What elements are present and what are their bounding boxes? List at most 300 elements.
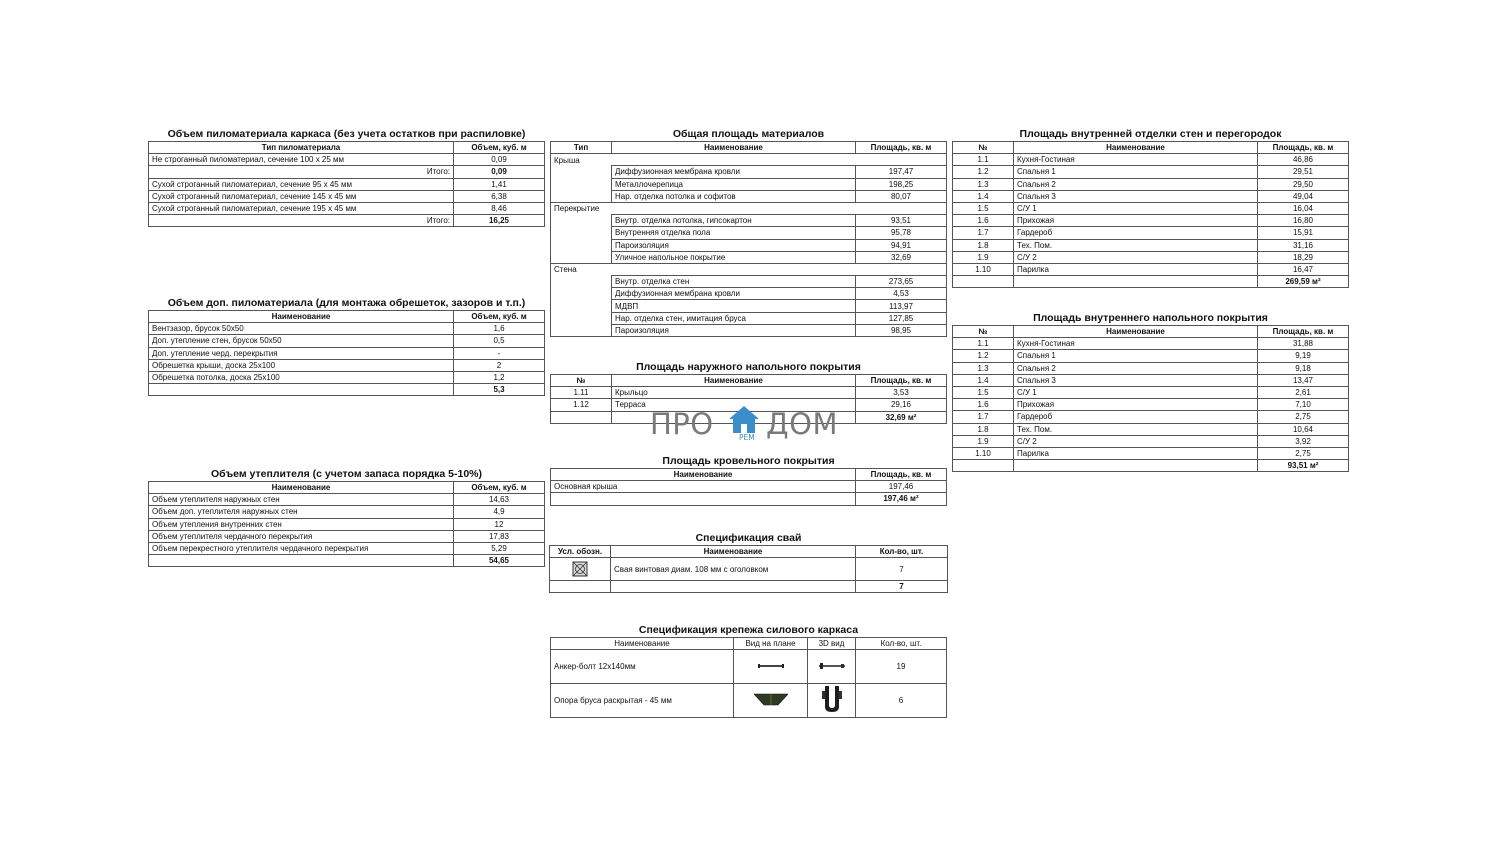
blank-cell [551,251,612,263]
table-row [953,374,1349,386]
table-row [149,530,545,542]
total-label: Итого: [149,166,454,178]
cell-number: 1.8 [953,423,1014,435]
table-header-row [953,142,1349,154]
table-row [551,300,947,312]
indoor-floor-section [952,312,1349,472]
blank-cell [551,324,612,336]
cell-value: 93,51 [856,215,947,227]
column-header: Объем, куб. м [454,142,545,154]
table-header-row [953,326,1349,338]
total-row [149,215,545,227]
cell-name: Парилка [1014,263,1258,275]
cell-value: 9,18 [1258,362,1349,374]
column-header: Объем, куб. м [454,482,545,494]
column-header: № [551,375,612,387]
cell-name: Объем утепления внутренних стен [149,518,454,530]
insulation-section [148,468,545,567]
total-row [550,581,948,593]
cell-value: 3,92 [1258,435,1349,447]
blank-cell [551,166,612,178]
cell-number: 1.3 [953,362,1014,374]
cell-number: 1.2 [953,350,1014,362]
table-row [551,276,947,288]
blank-cell [1014,276,1258,288]
piles-section [549,532,948,593]
cell-name: Обрешетка потолка, доска 25х100 [149,371,454,383]
table-row [953,362,1349,374]
table-row [149,506,545,518]
cell-name: Свая винтовая диам. 108 мм с оголовком [611,558,856,581]
cell-name: Доп. утепление стен, брусок 50х50 [149,335,454,347]
cell-value: 16,04 [1258,202,1349,214]
table-row [551,166,947,178]
cell-value: 4,9 [454,506,545,518]
house-icon [728,405,760,435]
cell-value: 95,78 [856,227,947,239]
cell-value: 0,5 [454,335,545,347]
table-row [953,423,1349,435]
cell-name: Сухой строганный пиломатериал, сечение 95 х 45 мм [149,178,454,190]
blank-cell [551,493,856,505]
table-row [953,202,1349,214]
blank-cell [1014,460,1258,472]
blank-cell [551,288,612,300]
materials-title: Общая площадь материалов [672,128,825,140]
total-label [149,384,454,396]
blank-cell [612,263,856,275]
cell-value: - [454,347,545,359]
total-value: 197,46 м² [856,493,947,505]
column-header: Площадь, кв. м [856,375,947,387]
cell-number: 1.10 [953,263,1014,275]
cell-name: Кухня-Гостиная [1014,154,1258,166]
cell-number: 1.6 [953,399,1014,411]
cell-number: 1.1 [953,154,1014,166]
cell-value: 7 [856,558,948,581]
column-header: Площадь, кв. м [1258,142,1349,154]
column-header: Объем, куб. м [454,311,545,323]
column-header: Наименование [149,311,454,323]
cell-number: 1.9 [953,435,1014,447]
cell-value: 17,83 [454,530,545,542]
column-header: Наименование [611,546,856,558]
blank-cell [551,276,612,288]
group-type: Крыша [551,154,612,166]
cell-name: Внутренняя отделка пола [612,227,856,239]
group-row [551,202,947,214]
cell-name: Спальня 3 [1014,190,1258,202]
blank-cell [953,460,1014,472]
cell-name: Уличное напольное покрытие [612,251,856,263]
cell-value: 29,51 [1258,166,1349,178]
table-row [551,650,947,684]
total-row [149,384,545,396]
column-header: Кол-во, шт. [856,546,948,558]
cell-value: 49,04 [1258,190,1349,202]
cell-name: Нар. отделка потолка и софитов [612,190,856,202]
cell-name: Опора бруса раскрытая - 45 мм [551,684,734,718]
column-header: Площадь, кв. м [856,142,947,154]
cell-name: Спальня 1 [1014,166,1258,178]
cell-value: 1,2 [454,371,545,383]
cell-value: 9,19 [1258,350,1349,362]
table-row [149,323,545,335]
lumber-frame-title: Объем пиломатериала каркаса (без учета остатков при распиловке) [167,128,526,140]
cell-value: 80,07 [856,190,947,202]
group-type: Перекрытие [551,202,612,214]
cell-value: 46,86 [1258,154,1349,166]
cell-name: Сухой строганный пиломатериал, сечение 195 х 45 мм [149,202,454,214]
column-header: Наименование [551,638,734,650]
table-header-row [149,482,545,494]
wall-finish-title: Площадь внутренней отделки стен и перегородок [1019,128,1282,140]
cell-name: Пароизоляция [612,239,856,251]
pile-symbol-icon [572,561,588,577]
table-row [953,386,1349,398]
cell-name: Объем перекрестного утеплителя чердачного перекрытия [149,542,454,554]
insulation-table [148,481,545,567]
anchor-bolt-plan-icon [758,663,784,669]
cell-value: 31,88 [1258,338,1349,350]
cell-number: 1.8 [953,239,1014,251]
cell-name: С/У 1 [1014,202,1258,214]
table-row [149,202,545,214]
blank-cell [612,202,856,214]
logo-text-left: ПРО [650,407,714,441]
cell-name: Доп. утепление черд. перекрытия [149,347,454,359]
cell-name: Спальня 2 [1014,362,1258,374]
table-header-row [551,638,947,650]
table-header-row [551,142,947,154]
cell-name: Сухой строганный пиломатериал, сечение 145 х 45 мм [149,190,454,202]
column-header: Наименование [612,142,856,154]
table-row [551,178,947,190]
fasteners-title: Спецификация крепежа силового каркаса [638,624,859,636]
table-row [551,481,947,493]
table-row [551,190,947,202]
cell-value: 31,16 [1258,239,1349,251]
blank-cell [856,154,947,166]
blank-cell [551,215,612,227]
table-row [551,324,947,336]
cell-number: 1.5 [953,386,1014,398]
cell-value: 12 [454,518,545,530]
total-value: 7 [856,581,948,593]
cell-name: Прихожая [1014,215,1258,227]
cell-value: 197,47 [856,166,947,178]
pile-symbol-cell [550,558,611,581]
cell-number: 1.4 [953,374,1014,386]
cell-value: 15,91 [1258,227,1349,239]
column-header: Усл. обозн. [550,546,611,558]
cell-name: Вентзазор, брусок 50х50 [149,323,454,335]
cell-name: Объем утеплителя чердачного перекрытия [149,530,454,542]
roofing-table [550,468,947,506]
cell-value: 6,38 [454,190,545,202]
lumber-frame-section [148,128,545,227]
cell-name: Парилка [1014,447,1258,459]
cell-value: 16,47 [1258,263,1349,275]
table-row [953,411,1349,423]
cell-name: Гардероб [1014,411,1258,423]
cell-name: С/У 1 [1014,386,1258,398]
cell-name: Прихожая [1014,399,1258,411]
column-header: 3D вид [808,638,856,650]
blank-cell [550,581,611,593]
cell-name: Пароизоляция [612,324,856,336]
table-row [551,227,947,239]
cell-name: Не строганный пиломатериал, сечение 100 х 25 мм [149,154,454,166]
company-logo [648,403,850,445]
cell-value: 4,53 [856,288,947,300]
piles-title: Спецификация свай [695,532,802,544]
total-value: 32,69 м² [856,411,947,423]
cell-value: 0,09 [454,154,545,166]
table-row [149,335,545,347]
table-row [551,684,947,718]
table-row [953,215,1349,227]
column-header: Наименование [612,375,856,387]
blank-cell [612,154,856,166]
cell-name: Основная крыша [551,481,856,493]
cell-number: 1.7 [953,411,1014,423]
cell-value: 1,41 [454,178,545,190]
cell-number: 1.1 [953,338,1014,350]
fasteners-table [550,637,947,718]
cell-value: 10,64 [1258,423,1349,435]
cell-number: 1.7 [953,227,1014,239]
cell-number: 1.2 [953,166,1014,178]
column-header: Наименование [551,469,856,481]
3d-view-cell [808,650,856,684]
total-label [149,555,454,567]
table-row [953,435,1349,447]
total-row [953,460,1349,472]
total-label: Итого: [149,215,454,227]
total-value: 54,65 [454,555,545,567]
plan-view-cell [734,650,808,684]
total-row [953,276,1349,288]
table-row [551,215,947,227]
blank-cell [953,276,1014,288]
cell-name: Объем утеплителя наружных стен [149,494,454,506]
cell-number: 1.11 [551,387,612,399]
column-header: Площадь, кв. м [1258,326,1349,338]
table-row [550,558,948,581]
cell-value: 273,65 [856,276,947,288]
column-header: Тип пиломатериала [149,142,454,154]
cell-value: 2,75 [1258,411,1349,423]
total-value: 269,59 м² [1258,276,1349,288]
table-row [953,178,1349,190]
table-header-row [149,311,545,323]
table-row [149,359,545,371]
column-header: № [953,326,1014,338]
total-value: 0,09 [454,166,545,178]
column-header: Наименование [1014,326,1258,338]
group-type: Стена [551,263,612,275]
total-value: 5,3 [454,384,545,396]
cell-value: 98,95 [856,324,947,336]
cell-name: С/У 2 [1014,251,1258,263]
plan-view-cell [734,684,808,718]
cell-value: 94,91 [856,239,947,251]
cell-value: 13,47 [1258,374,1349,386]
lumber-frame-table [148,141,545,227]
cell-name: Металлочерепица [612,178,856,190]
cell-number: 1.12 [551,399,612,411]
table-row [953,251,1349,263]
blank-cell [551,312,612,324]
cell-value: 14,63 [454,494,545,506]
wall-finish-table [952,141,1349,288]
table-row [551,387,947,399]
cell-name: Объем доп. утеплителя наружных стен [149,506,454,518]
lumber-extra-title: Объем доп. пиломатериала (для монтажа обрешеток, зазоров и т.п.) [167,297,526,309]
total-row [551,493,947,505]
table-row [953,239,1349,251]
column-header: Тип [551,142,612,154]
cell-name: Спальня 3 [1014,374,1258,386]
group-row [551,154,947,166]
roofing-section [550,455,947,506]
blank-cell [551,239,612,251]
cell-number: 1.10 [953,447,1014,459]
blank-cell [611,581,856,593]
cell-value: 1,6 [454,323,545,335]
wall-finish-section [952,128,1349,288]
cell-name: Анкер-болт 12х140мм [551,650,734,684]
roofing-title: Площадь кровельного покрытия [662,455,835,467]
table-row [953,263,1349,275]
table-header-row [149,142,545,154]
column-header: № [953,142,1014,154]
table-row [551,251,947,263]
cell-name: Обрешетка крыши, доска 25х100 [149,359,454,371]
table-header-row [551,469,947,481]
blank-cell [551,178,612,190]
table-header-row [551,375,947,387]
cell-name: Терраса [612,399,856,411]
table-header-row [550,546,948,558]
materials-section [550,128,947,337]
cell-name: Диффузионная мембрана кровли [612,288,856,300]
cell-value: 2,75 [1258,447,1349,459]
cell-name: Спальня 1 [1014,350,1258,362]
cell-value: 5,29 [454,542,545,554]
blank-cell [551,227,612,239]
table-row [149,178,545,190]
cell-name: Внутр. отделка потолка, гипсокартон [612,215,856,227]
cell-name: Кухня-Гостиная [1014,338,1258,350]
table-row [551,288,947,300]
table-row [149,190,545,202]
cell-name: Диффузионная мембрана кровли [612,166,856,178]
total-row [149,555,545,567]
group-row [551,263,947,275]
cell-value: 3,53 [856,387,947,399]
table-row [551,312,947,324]
lumber-extra-table [148,310,545,396]
table-row [149,371,545,383]
cell-name: С/У 2 [1014,435,1258,447]
lumber-extra-section [148,297,545,396]
table-row [953,399,1349,411]
cell-name: Нар. отделка стен, имитация бруса [612,312,856,324]
cell-number: 1.5 [953,202,1014,214]
cell-value: 2,61 [1258,386,1349,398]
blank-cell [856,263,947,275]
cell-number: 1.4 [953,190,1014,202]
cell-value: 29,50 [1258,178,1349,190]
cell-number: 1.6 [953,215,1014,227]
cell-name: Тех. Пом. [1014,423,1258,435]
cell-value: 8,46 [454,202,545,214]
total-row [149,166,545,178]
table-row [149,154,545,166]
indoor-floor-title: Площадь внутреннего напольного покрытия [1033,312,1268,324]
column-header: Площадь, кв. м [856,469,947,481]
cell-number: 1.3 [953,178,1014,190]
cell-number: 1.9 [953,251,1014,263]
table-row [149,494,545,506]
cell-value: 6 [856,684,947,718]
3d-view-cell [808,684,856,718]
materials-table [550,141,947,337]
cell-name: Внутр. отделка стен [612,276,856,288]
blank-cell [551,190,612,202]
cell-name: Гардероб [1014,227,1258,239]
table-row [953,166,1349,178]
outdoor-floor-title: Площадь наружного напольного покрытия [636,361,861,373]
blank-cell [551,411,612,423]
blank-cell [551,300,612,312]
cell-name: Спальня 2 [1014,178,1258,190]
table-row [149,347,545,359]
cell-value: 19 [856,650,947,684]
column-header: Наименование [149,482,454,494]
total-value: 93,51 м² [1258,460,1349,472]
table-row [551,239,947,251]
cell-value: 18,29 [1258,251,1349,263]
table-row [953,350,1349,362]
cell-name: Тех. Пом. [1014,239,1258,251]
cell-value: 29,16 [856,399,947,411]
column-header: Наименование [1014,142,1258,154]
cell-value: 113,97 [856,300,947,312]
table-row [953,154,1349,166]
table-row [149,542,545,554]
piles-table [549,545,948,593]
table-row [953,190,1349,202]
total-value: 16,25 [454,215,545,227]
cell-value: 198,25 [856,178,947,190]
blank-cell [856,202,947,214]
cell-name: Крыльцо [612,387,856,399]
column-header: Вид на плане [734,638,808,650]
table-row [953,227,1349,239]
beam-support-3d-icon [821,685,843,713]
cell-value: 2 [454,359,545,371]
table-row [953,447,1349,459]
cell-value: 197,46 [856,481,947,493]
cell-value: 32,69 [856,251,947,263]
logo-text-right: ДОМ [766,407,839,441]
cell-value: 16,80 [1258,215,1349,227]
cell-value: 127,85 [856,312,947,324]
table-row [149,518,545,530]
